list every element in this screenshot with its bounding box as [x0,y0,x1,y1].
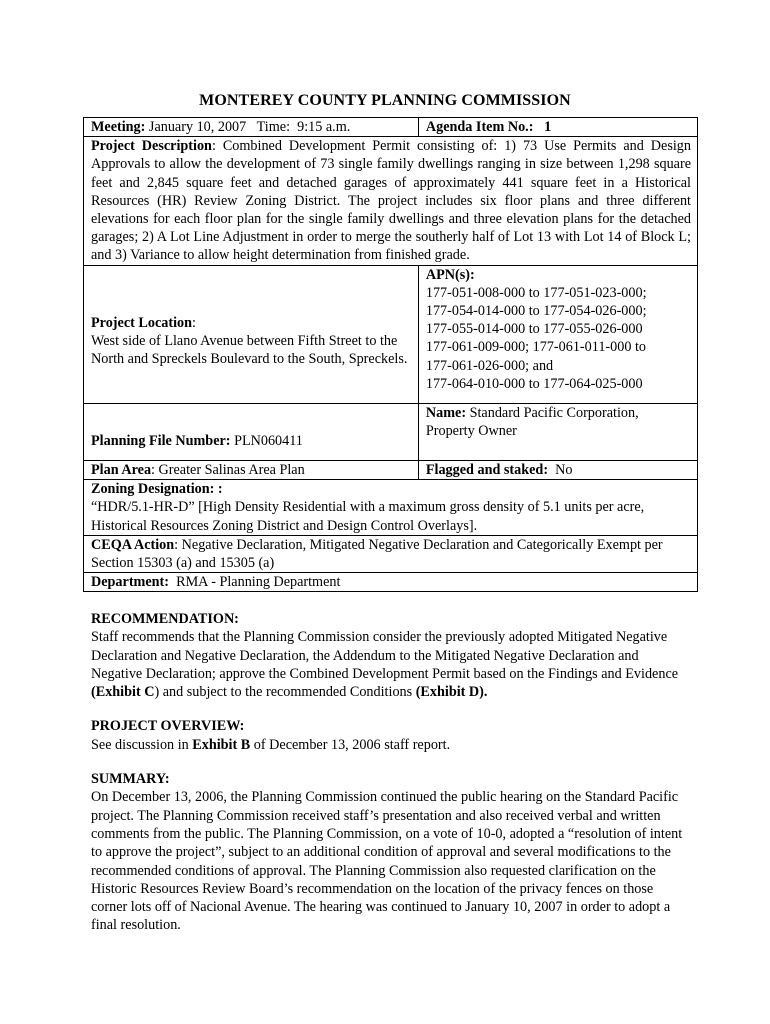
apn-line: 177-055-014-000 to 177-055-026-000 [425,321,643,338]
department-row [84,573,698,592]
plan-area-label: Plan Area [91,462,152,479]
zoning-text: “HDR/5.1-HR-D” [High Density Residential with a maximum gross density of 5.1 units per acre, Historical Resources Zoning District and Design Control Overlays]. [91,499,645,534]
recommendation-exhibit-c: (Exhibit C [91,684,155,701]
file-owner-row [84,404,698,461]
location-row [84,265,698,403]
apn-line: 177-051-008-000 to 177-051-023-000; [425,284,647,301]
project-location-block [91,300,412,369]
plan-area-value: : Greater Salinas Area Plan [151,462,305,479]
department-value: RMA - Planning Department [169,574,341,591]
planning-file-cell [84,404,419,461]
planning-file-value: PLN060411 [230,432,303,449]
project-info-table [83,117,698,592]
ceqa-row [84,535,698,572]
recommendation-text-1: Staff recommends that the Planning Commission consider the previously adopted Mitigated Negative Declaration and Negative Declaration, the Addendum to the Mitigated Negative Declaration and Negative Declaration; approve the Combined Development Permit based on the Findings and Evidence [91,629,679,682]
summary-section [91,770,691,935]
apn-line: 177-061-026-000; and [425,357,554,374]
department-cell [84,573,698,592]
recommendation-heading: RECOMMENDATION: [91,611,239,627]
apn-line: 177-054-014-000 to 177-054-026-000; [425,303,647,320]
meeting-row [84,118,698,137]
owner-role: Property Owner [425,423,517,440]
zoning-heading [91,480,691,498]
zoning-colon: : : [209,481,223,498]
project-location-label: Project Location [91,315,192,332]
project-location-colon: : [192,315,196,332]
department-label: Department: [91,574,170,591]
overview-section [91,717,691,754]
meeting-label: Meeting: [91,119,146,135]
report-body [91,610,691,951]
agenda-cell [418,118,697,137]
agenda-value: 1 [533,119,552,135]
planning-file-label: Planning File Number: [91,432,231,449]
meeting-cell [84,118,419,137]
apn-cell [418,265,697,403]
project-location-text: West side of Llano Avenue between Fifth Street to the North and Spreckels Boulevard to the South, Spreckels. [91,333,408,368]
flagged-label: Flagged and staked: [425,462,549,479]
plan-area-row [84,461,698,480]
apn-line: 177-064-010-000 to 177-064-025-000 [425,375,643,392]
overview-heading: PROJECT OVERVIEW: [91,718,245,735]
zoning-cell [84,480,698,536]
overview-text-2: of December 13, 2006 staff report. [250,736,451,753]
recommendation-text-2: ) and subject to the recommended Conditions [154,684,416,701]
owner-cell [418,404,697,461]
zoning-row [84,480,698,536]
agenda-label: Agenda Item No.: [425,119,534,135]
overview-exhibit-b: Exhibit B [192,736,251,753]
project-description-label: Project Description [91,138,212,155]
summary-heading: SUMMARY: [91,771,170,788]
owner-label: Name: [425,405,467,422]
plan-area-cell [84,461,419,480]
ceqa-label: CEQA Action [91,536,175,553]
recommendation-exhibit-d: (Exhibit D). [415,684,488,701]
recommendation-section [91,610,691,701]
document-title: MONTEREY COUNTY PLANNING COMMISSION [199,92,571,109]
planning-file-block [91,414,412,450]
project-description-cell [84,137,698,265]
project-location-heading [91,314,412,332]
summary-paragraph: On December 13, 2006, the Planning Commission continued the public hearing on the Standard Pacific project. The Planning Commission received staff’s presentation and also received verbal and written comments from the public. The Planning Commission, on a vote of 10-0, adopted a “resolution of intent to approve the project”, subject to an additional condition of approval and several modifications to the recommended conditions of approval. The Planning Commission also requested clarification on the Historic Resources Review Board’s recommendation on the location of the privacy fences on those corner lots off of Nacional Avenue. The hearing was continued to January 10, 2007 in order to adopt a final resolution. [91,789,683,934]
owner-name-line [426,404,691,422]
overview-paragraph [91,736,691,754]
zoning-label: Zoning Designation [91,481,210,498]
project-description-row [84,137,698,265]
ceqa-text: : Negative Declaration, Mitigated Negative Declaration and Categorically Exempt per Section 15303 (a) and 15305 (a) [91,536,663,572]
recommendation-paragraph [91,628,691,701]
flagged-cell [418,461,697,480]
meeting-value: January 10, 2007 Time: 9:15 a.m. [145,119,351,135]
flagged-value: No [548,462,573,479]
ceqa-cell [84,535,698,572]
overview-text-1: See discussion in [91,736,193,753]
project-description-text: : Combined Development Permit consisting of: 1) 73 Use Permits and Design Approvals to allow the development of 73 single family dwellings ranging in size between 1,298 square feet and 2,845 square feet and detached garages of approximately 441 square feet in a Historical Resources (HR) Review Zoning District. The project includes six floor plans and three different elevations for each floor plan for the single family dwellings and three elevation plans for the detached garages; 2) A Lot Line Adjustment in order to merge the southerly half of Lot 13 with Lot 14 of Block L; and 3) Variance to allow height determination from finished grade. [91,138,691,264]
owner-value: Standard Pacific Corporation, [466,405,639,422]
apn-line: 177-061-009-000; 177-061-011-000 to [425,339,647,356]
apn-label: APN(s): [425,266,475,283]
project-location-cell [84,265,419,403]
